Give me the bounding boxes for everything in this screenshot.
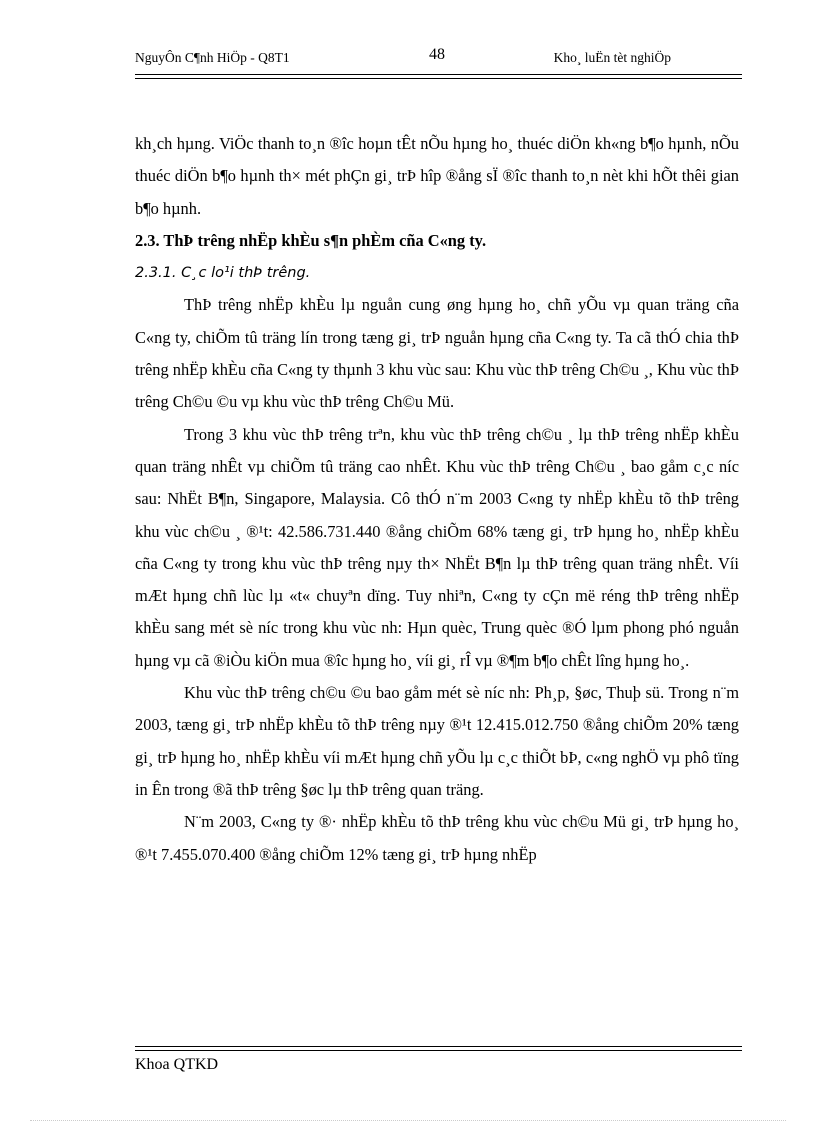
page-header <box>135 46 741 72</box>
subsection-heading: 2.3.1. C¸c lo¹i thÞ trêng. <box>135 265 311 282</box>
page-footer: Khoa QTKD <box>135 1056 219 1073</box>
header-author: NguyÔn C¶nh HiÖp - Q8T1 <box>135 50 290 65</box>
page-body <box>135 128 739 871</box>
footer-rule <box>135 1046 742 1047</box>
footer-rule-double <box>135 1050 742 1051</box>
header-rule <box>135 74 742 75</box>
page-edge-divider <box>30 1120 786 1121</box>
header-rule-double <box>135 78 742 79</box>
header-document-title: Kho¸ luËn tèt nghiÖp <box>553 50 671 65</box>
paragraph-asia-market: Trong 3 khu vùc thÞ trêng trªn, khu vùc thÞ trêng ch©u ¸ lµ thÞ trêng nhËp khÈu quan träng nhÊt vµ chiÕm tû träng cao nhÊt. Khu vùc thÞ trêng Ch©u ¸ bao gåm c¸c níc sau: NhËt B¶n, Singapore, Malaysia. Cô thÓ n¨m 2003 C«ng ty nhËp khÈu tõ thÞ trêng khu vùc ch©u ¸ ®¹t: 42.586.731.440 ®ång chiÕm 68% tæng gi¸ trÞ hµng ho¸ nhËp khÈu cña C«ng ty trong khu vùc thÞ trêng nµy th× NhËt B¶n lµ thÞ trêng quan träng nhÊt. Víi mÆt hµng chñ lùc lµ «t« chuyªn dïng. Tuy nhiªn, C«ng ty cÇn më réng thÞ trêng nhËp khÈu sang mét sè níc trong khu vùc nh: Hµn quèc, Trung quèc ®Ó lµm phong phó nguån hµng vµ cã ®iÒu kiÖn mua ®îc hµng ho¸ víi gi¸ rÎ vµ ®¶m b¶o chÊt lîng hµng ho¸. <box>135 424 739 670</box>
page-number: 48 <box>429 46 445 63</box>
paragraph-america-market: N¨m 2003, C«ng ty ®· nhËp khÈu tõ thÞ trêng khu vùc ch©u Mü gi¸ trÞ hµng ho¸ ®¹t 7.455.070.400 ®ång chiÕm 12% tæng gi¸ trÞ hµng nhËp <box>135 812 739 864</box>
paragraph-payment: kh¸ch hµng. ViÖc thanh to¸n ®îc hoµn tÊt nÕu hµng ho¸ thuéc diÖn kh«ng b¶o hµnh, nÕu thuéc diÖn b¶o hµnh th× mét phÇn gi¸ trÞ hîp ®ång sÏ ®îc thanh to¸n nèt khi hÕt thêi gian b¶o hµnh. <box>135 134 739 218</box>
paragraph-europe-market: Khu vùc thÞ trêng ch©u ©u bao gåm mét sè níc nh: Ph¸p, §øc, Thuþ sü. Trong n¨m 2003, tæng gi¸ trÞ nhËp khÈu tõ thÞ trêng nµy ®¹t 12.415.012.750 ®ång chiÕm 20% tæng gi¸ trÞ hµng ho¸ nhËp khÈu víi mÆt hµng chñ yÕu lµ c¸c thiÕt bÞ, c«ng nghÖ vµ phô tïng in Ên trong ®ã thÞ trêng §øc lµ thÞ trêng quan träng. <box>135 683 739 799</box>
paragraph-import-markets: ThÞ trêng nhËp khÈu lµ nguån cung øng hµng ho¸ chñ yÕu vµ quan träng cña C«ng ty, chiÕm tû träng lín trong tæng gi¸ trÞ nguån hµng cña C«ng ty. Ta cã thÓ chia thÞ trêng nhËp khÈu cña C«ng ty thµnh 3 khu vùc sau: Khu vùc thÞ trêng Ch©u ¸, Khu vùc thÞ trêng Ch©u ©u vµ khu vùc thÞ trêng Ch©u Mü. <box>135 295 739 412</box>
section-heading: 2.3. ThÞ trêng nhËp khÈu s¶n phÈm cña C«ng ty. <box>135 230 487 250</box>
